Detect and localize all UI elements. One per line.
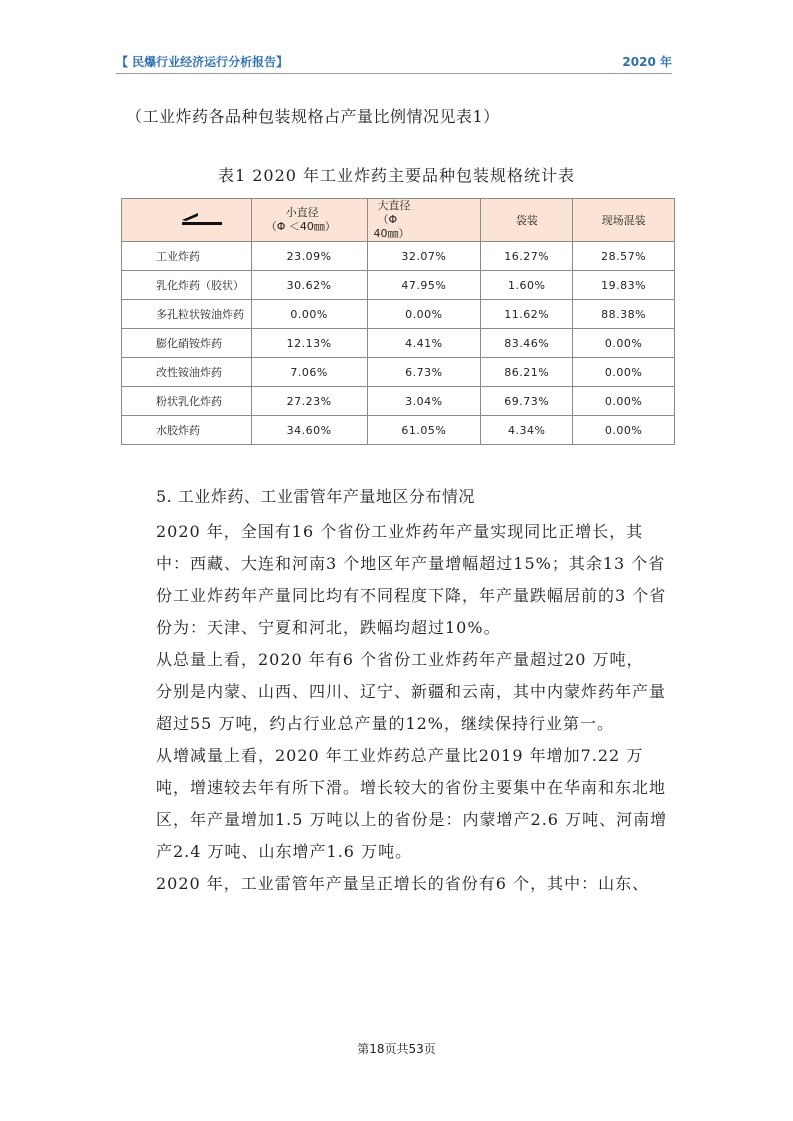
table-cell: 28.57% (573, 242, 675, 271)
packaging-stats-table (121, 198, 675, 445)
report-title: 【 民爆行业经济运行分析报告】 (116, 55, 289, 69)
header-large-line1: 大直径 (377, 199, 411, 212)
row-label: 多孔粒状铵油炸药 (122, 300, 252, 329)
table-cell: 4.41% (367, 329, 481, 358)
header-small-line2: （Φ ＜40㎜） (265, 220, 336, 233)
table-row (122, 387, 675, 416)
table-cell: 4.34% (481, 416, 573, 445)
header-bag (481, 199, 573, 242)
body-line: 分别是内蒙、山西、四川、辽宁、新疆和云南，其中内蒙炸药年产量 (156, 682, 667, 701)
table-cell: 23.09% (251, 242, 367, 271)
table-cell: 61.05% (367, 416, 481, 445)
body-line: 份工业炸药年产量同比均有不同程度下降，年产量跌幅居前的3 个省 (156, 586, 667, 605)
table-cell: 30.62% (251, 271, 367, 300)
table-cell: 3.04% (367, 387, 481, 416)
table-cell: 34.60% (251, 416, 367, 445)
table-cell: 83.46% (481, 329, 573, 358)
row-label: 粉状乳化炸药 (122, 387, 252, 416)
table-caption: 表1 2020 年工业炸药主要品种包装规格统计表 (217, 166, 576, 185)
header-large-diameter (367, 199, 481, 242)
table-cell: 0.00% (573, 329, 675, 358)
body-text (156, 516, 724, 900)
body-line: 吨，增速较去年有所下滑。增长较大的省份主要集中在华南和东北地 (156, 778, 667, 797)
body-line: 份为：天津、宁夏和河北，跌幅均超过10%。 (156, 618, 501, 637)
header-bag-label: 袋装 (515, 214, 538, 227)
header-large-line3: 40㎜） (373, 227, 410, 240)
row-label: 工业炸药 (122, 242, 252, 271)
row-label: 膨化硝铵炸药 (122, 329, 252, 358)
header-small-diameter (251, 199, 367, 242)
body-line: 从增减量上看，2020 年工业炸药总产量比2019 年增加7.22 万 (156, 746, 644, 765)
body-line: 从总量上看，2020 年有6 个省份工业炸药年产量超过20 万吨， (156, 650, 644, 669)
table-cell: 7.06% (251, 358, 367, 387)
row-label: 改性铵油炸药 (122, 358, 252, 387)
row-label: 水胶炸药 (122, 416, 252, 445)
table-cell: 0.00% (367, 300, 481, 329)
table-cell: 69.73% (481, 387, 573, 416)
table-cell: 16.27% (481, 242, 573, 271)
table-row (122, 242, 675, 271)
table-cell: 47.95% (367, 271, 481, 300)
table-cell: 27.23% (251, 387, 367, 416)
body-line: 超过55 万吨，约占行业总产量的12%，继续保持行业第一。 (156, 714, 615, 733)
body-line: 中：西藏、大连和河南3 个地区年产量增幅超过15%；其余13 个省 (156, 554, 666, 573)
table-row (122, 358, 675, 387)
table-cell: 88.38% (573, 300, 675, 329)
table-header-row (122, 199, 675, 242)
greater-equal-mark-icon (182, 213, 222, 225)
section-title: 5. 工业炸药、工业雷管年产量地区分布情况 (156, 487, 475, 506)
table-cell: 6.73% (367, 358, 481, 387)
table-row (122, 329, 675, 358)
body-line: 2020 年，工业雷管年产量呈正增长的省份有6 个，其中：山东、 (156, 874, 650, 893)
header-large-line2: （Φ (377, 213, 398, 226)
table-cell: 12.13% (251, 329, 367, 358)
header-site-mixed (573, 199, 675, 242)
table-cell: 11.62% (481, 300, 573, 329)
header-site-label: 现场混装 (601, 214, 646, 227)
page-header (116, 53, 672, 73)
table-cell: 19.83% (573, 271, 675, 300)
body-line: 区，年产量增加1.5 万吨以上的省份是：内蒙增产2.6 万吨、河南增 (156, 810, 668, 829)
table-cell: 0.00% (573, 416, 675, 445)
table-cell: 0.00% (251, 300, 367, 329)
table-row (122, 271, 675, 300)
body-line: 2020 年，全国有16 个省份工业炸药年产量实现同比正增长，其 (156, 522, 644, 541)
header-divider (116, 73, 672, 74)
page-footer: 第18页共53页 (357, 1042, 436, 1056)
table-cell: 32.07% (367, 242, 481, 271)
table-cell: 0.00% (573, 358, 675, 387)
table-cell: 0.00% (573, 387, 675, 416)
table-cell: 86.21% (481, 358, 573, 387)
report-year: 2020 年 (622, 55, 672, 69)
body-line: 产2.4 万吨、山东增产1.6 万吨。 (156, 842, 413, 861)
table-cell: 1.60% (481, 271, 573, 300)
table-row (122, 416, 675, 445)
header-small-line1: 小直径 (285, 206, 319, 219)
intro-text: （工业炸药各品种包装规格占产量比例情况见表1） (126, 107, 500, 126)
table-row (122, 300, 675, 329)
row-label: 乳化炸药（胶状） (122, 271, 252, 300)
